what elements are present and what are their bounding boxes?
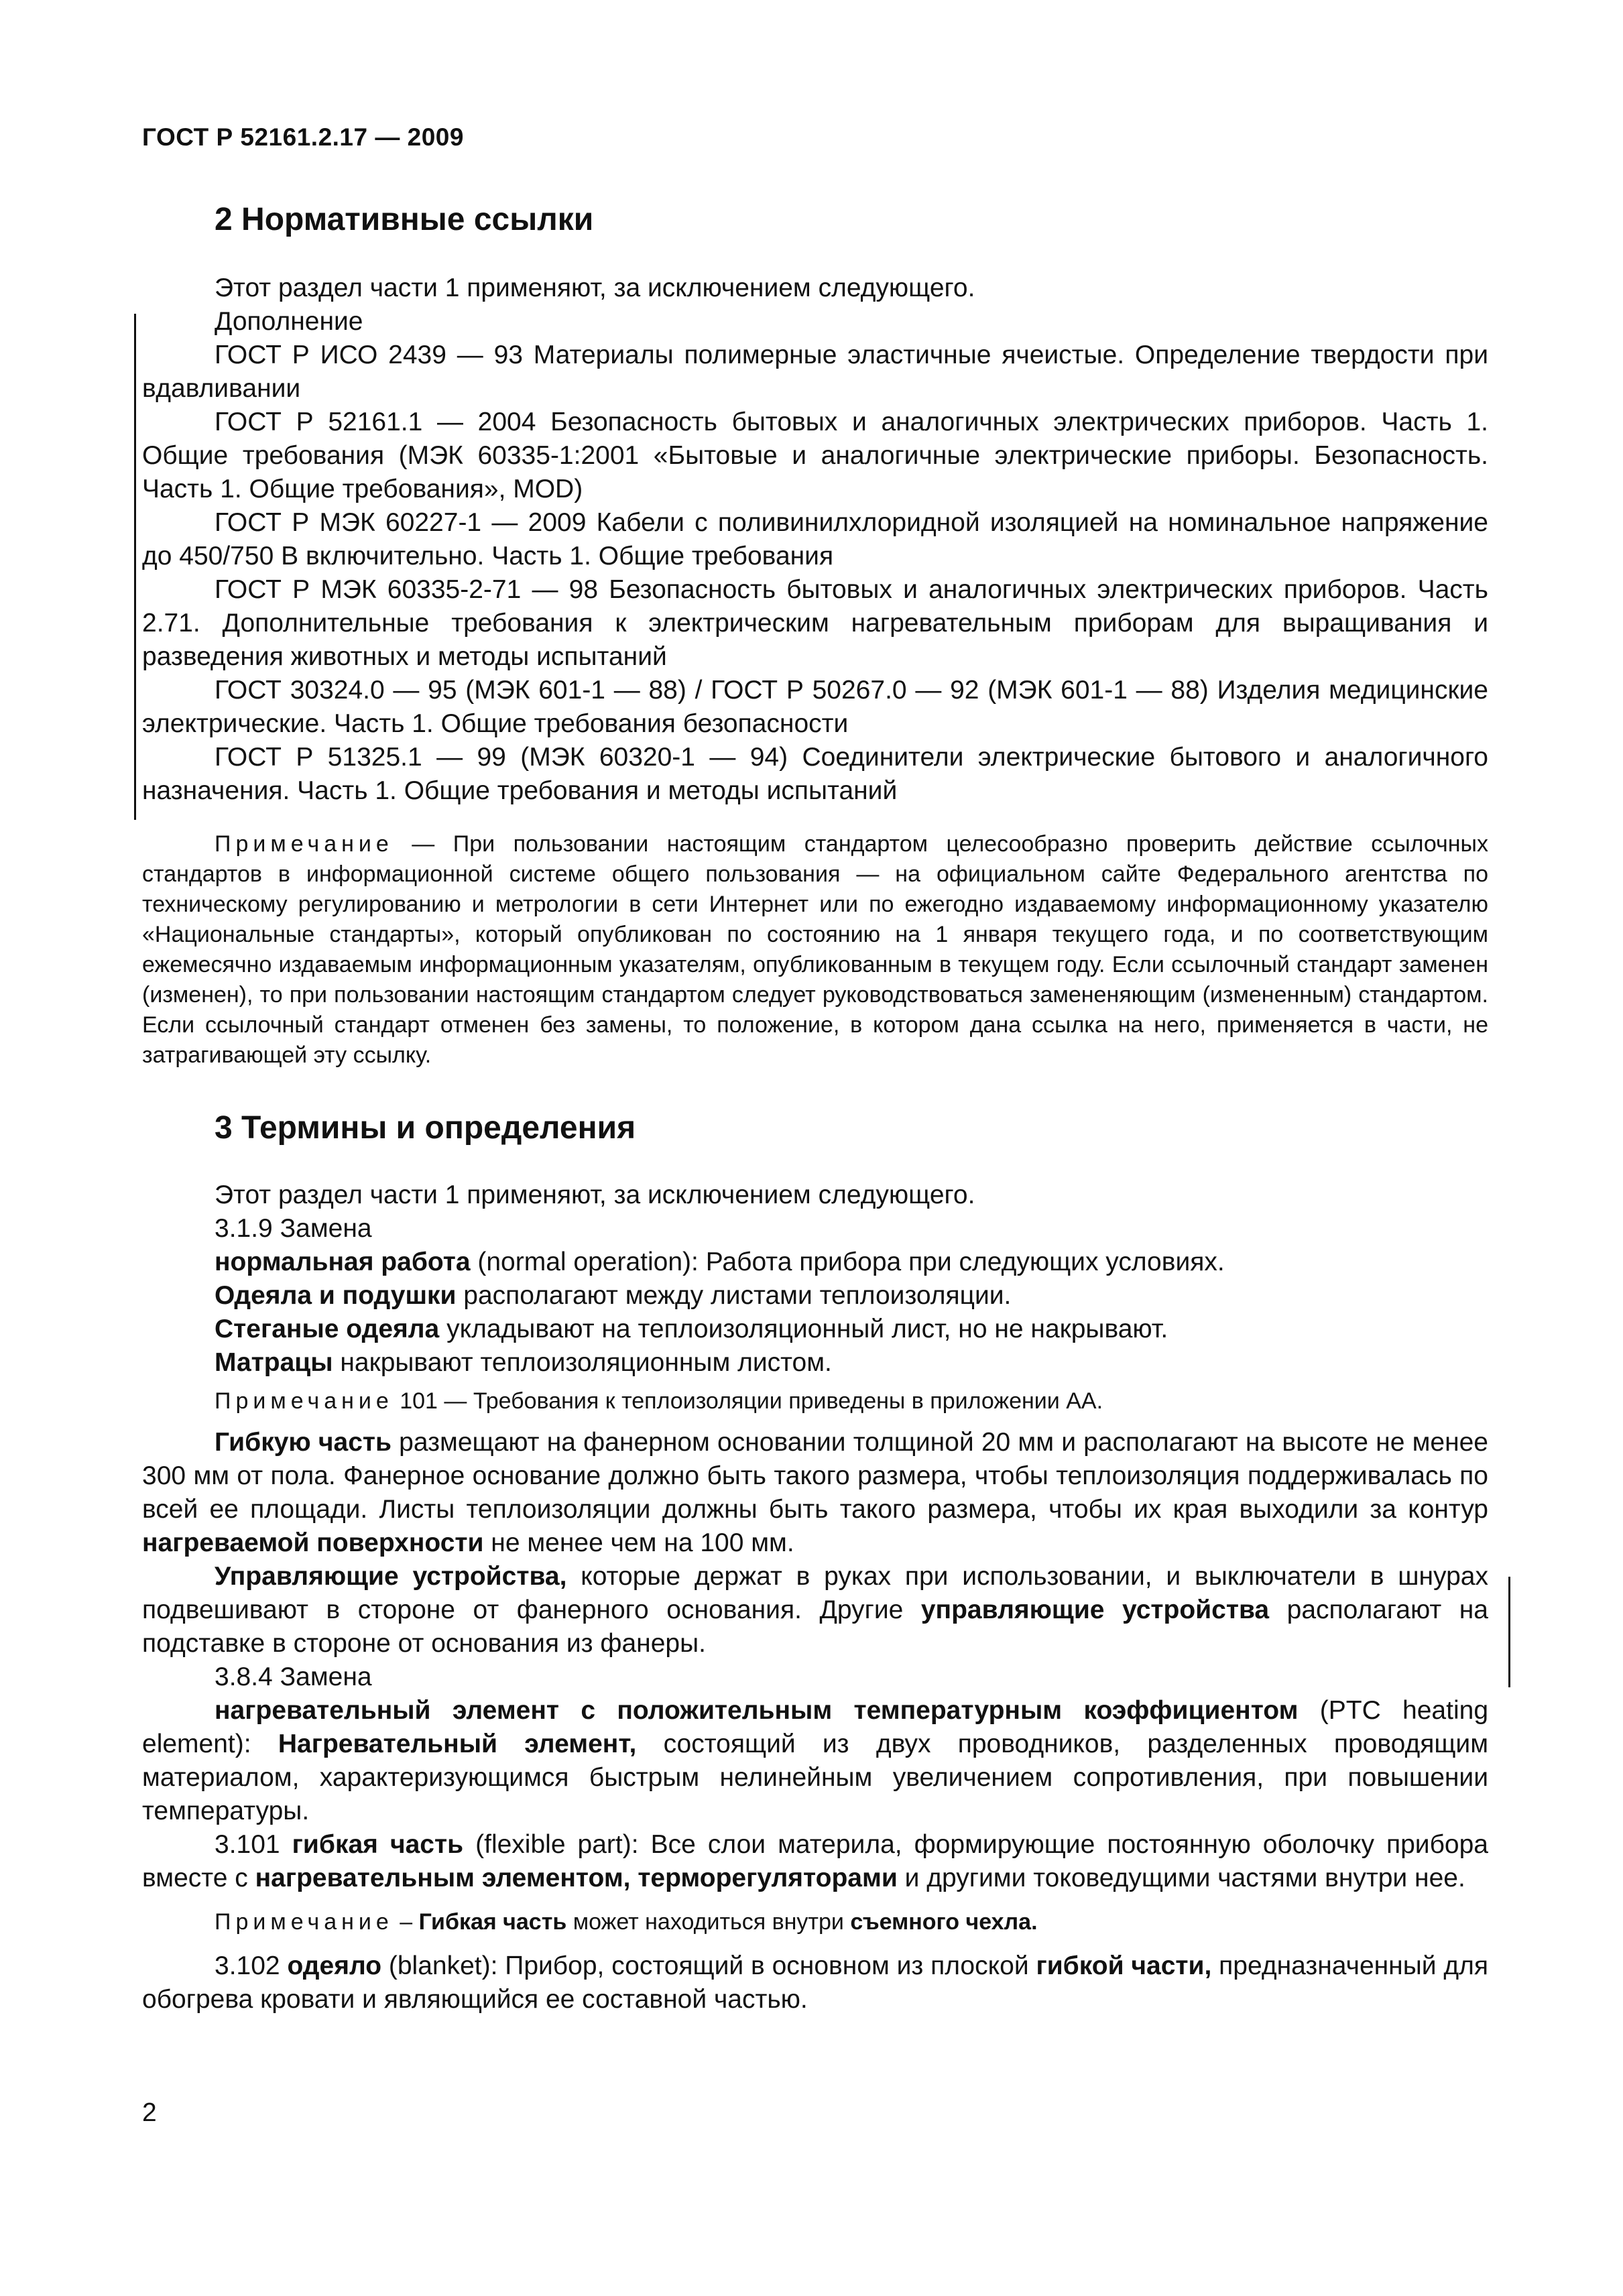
- reference-item: ГОСТ Р 52161.1 — 2004 Безопасность бытовых и аналогичных электрических приборов. Часть 1. Общие требования (МЭК 60335-1:2001 «Бытовые и аналогичные электрические приборы. Безопасность. Часть 1. Общие требования», MOD): [142, 408, 1488, 503]
- paragraph: Матрацы накрывают теплоизоляционным листом.: [215, 1348, 832, 1377]
- definition-paragraph: 3.101 гибкая часть (flexible part): Все слои материла, формирующие постоянную оболочку прибора вместе с нагревательным элементом, терморегуляторами и другими токоведущими частями внутри нее.: [142, 1830, 1488, 1892]
- paragraph: Этот раздел части 1 применяют, за исключением следующего.: [215, 274, 975, 302]
- note: Примечание – Гибкая часть может находиться внутри съемного чехла.: [215, 1909, 1038, 1935]
- paragraph: Одеяла и подушки располагают между листами теплоизоляции.: [215, 1281, 1012, 1310]
- note: [142, 1386, 1488, 1416]
- reference-item: ГОСТ Р 51325.1 — 99 (МЭК 60320-1 — 94) Соединители электрические бытового и аналогичного назначения. Часть 1. Общие требования и методы испытаний: [142, 743, 1488, 805]
- change-bar: [134, 314, 136, 820]
- page-number: 2: [142, 2098, 157, 2127]
- paragraph: Этот раздел части 1 применяют, за исключением следующего.: [215, 1181, 975, 1209]
- note-text: — При пользовании настоящим стандартом целесообразно проверить действие ссылочных стандартов в информационной системе общего пользования — на официальном сайте Федерального агентства по техническому регулированию и метрологии в сети Интернет или по ежегодно издаваемому информационному указателю «Национальные стандарты», который опубликован по состоянию на 1 января текущего года, и по соответствующим ежемесячно издаваемым информационным указателям, опубликованным в текущем году. Если ссылочный стандарт заменен (изменен), то при пользовании настоящим стандартом следует руководствоваться замененяющим (измененным) стандартом. Если ссылочный стандарт отменен без замены, то положение, в котором дана ссылка на него, применяется в части, не затрагивающей эту ссылку.: [142, 831, 1488, 1068]
- note: [142, 829, 1488, 1071]
- paragraph: 3.1.9 Замена: [215, 1214, 372, 1243]
- section-2-body: [142, 271, 1488, 1071]
- definition-paragraph: 3.102 одеяло (blanket): Прибор, состоящий в основном из плоской гибкой части, предназначенный для обогрева кровати и являющийся ее составной частью.: [142, 1951, 1488, 2014]
- definition-paragraph: нормальная работа (normal operation): Работа прибора при следующих условиях.: [215, 1248, 1225, 1276]
- paragraph: Управляющие устройства, которые держат в руках при использовании, и выключатели в шнурах подвешивают в стороне от фанерного основания. Другие управляющие устройства располагают на подставке в стороне от основания из фанеры.: [142, 1562, 1488, 1658]
- term: Одеяла и подушки: [215, 1281, 457, 1310]
- reference-item: ГОСТ Р ИСО 2439 — 93 Материалы полимерные эластичные ячеистые. Определение твердости при вдавливании: [142, 341, 1488, 403]
- term: Матрацы: [215, 1348, 333, 1377]
- term: нормальная работа: [215, 1248, 471, 1276]
- note-text: 101 — Требования к теплоизоляции приведены в приложении АА.: [393, 1388, 1103, 1414]
- note-label: Примечание: [215, 831, 394, 857]
- change-bar: [1508, 1577, 1510, 1687]
- section-3-body: [142, 1179, 1488, 2016]
- paragraph: Стеганые одеяла укладывают на теплоизоляционный лист, но не накрывают.: [215, 1315, 1168, 1343]
- reference-item: ГОСТ Р МЭК 60227-1 — 2009 Кабели с поливинилхлоридной изоляцией на номинальное напряжение до 450/750 В включительно. Часть 1. Общие требования: [142, 508, 1488, 570]
- document-header: ГОСТ Р 52161.2.17 — 2009: [142, 123, 464, 151]
- section-2-title: 2 Нормативные ссылки: [215, 202, 594, 237]
- section-3-title: 3 Термины и определения: [215, 1110, 636, 1146]
- term: Стеганые одеяла: [215, 1315, 440, 1343]
- note-label: Примечание: [215, 1388, 394, 1414]
- definition-paragraph: нагревательный элемент с положительным температурным коэффициентом (PTC heating element): Нагревательный элемент, состоящий из двух проводников, разделенных проводящим материалом, характеризующимся быстрым нелинейным увеличением сопротивления, при повышении температуры.: [142, 1696, 1489, 1825]
- paragraph: 3.8.4 Замена: [215, 1663, 372, 1691]
- paragraph: Дополнение: [215, 307, 363, 336]
- note-label: Примечание: [215, 1909, 394, 1935]
- reference-item: ГОСТ Р МЭК 60335-2-71 — 98 Безопасность бытовых и аналогичных электрических приборов. Часть 2.71. Дополнительные требования к электрическим нагревательным приборам для выращивания и разведения животных и методы испытаний: [142, 575, 1488, 671]
- reference-item: ГОСТ 30324.0 — 95 (МЭК 601-1 — 88) / ГОСТ Р 50267.0 — 92 (МЭК 601-1 — 88) Изделия медицинские электрические. Часть 1. Общие требования безопасности: [142, 676, 1488, 738]
- paragraph: Гибкую часть размещают на фанерном основании толщиной 20 мм и располагают на высоте не менее 300 мм от пола. Фанерное основание должно быть такого размера, чтобы теплоизоляция поддерживалась по всей ее площади. Листы теплоизоляции должны быть такого размера, чтобы их края выходили за контур нагреваемой поверхности не менее чем на 100 мм.: [142, 1428, 1488, 1557]
